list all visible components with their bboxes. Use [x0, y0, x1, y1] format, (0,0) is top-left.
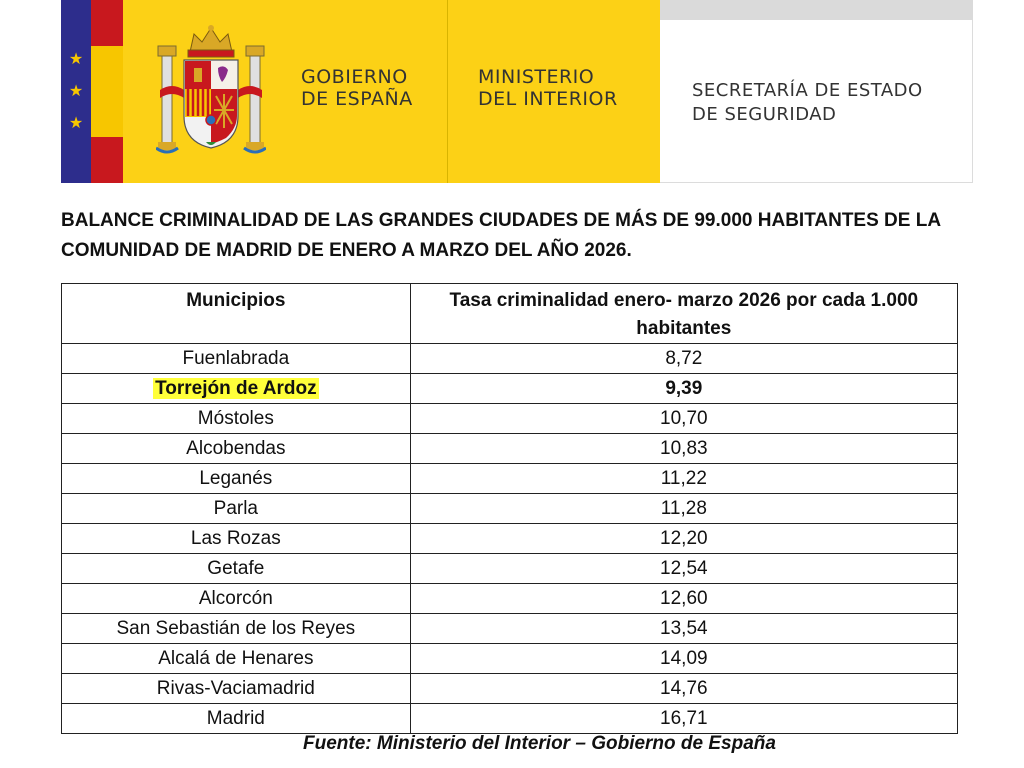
- tasa-cell: 12,54: [410, 554, 957, 584]
- table-row: [62, 704, 958, 734]
- secretaria-label: [692, 79, 923, 127]
- header-tasa: Tasa criminalidad enero- marzo 2026 por cada 1.000 habitantes: [410, 284, 957, 344]
- source-caption: Fuente: Ministerio del Interior – Gobierno de España: [303, 733, 776, 754]
- ministerio-label: [478, 66, 618, 110]
- municipio-cell: [62, 374, 411, 404]
- table-row: [62, 434, 958, 464]
- de-seguridad-line: DE SEGURIDAD: [692, 104, 837, 125]
- table-header-row: [62, 284, 958, 344]
- municipio-cell: Madrid: [62, 704, 411, 734]
- tasa-cell: 8,72: [410, 344, 957, 374]
- government-header: [61, 0, 973, 183]
- tasa-cell: 9,39: [410, 374, 957, 404]
- flag-red-band-top: [91, 0, 123, 46]
- municipio-cell: Leganés: [62, 464, 411, 494]
- flag-red-band-bottom: [91, 137, 123, 183]
- title-line-2: COMUNIDAD DE MADRID DE ENERO A MARZO DEL AÑO 2026.: [61, 240, 632, 261]
- table-row: [62, 344, 958, 374]
- del-interior-line: DEL INTERIOR: [478, 88, 618, 110]
- municipio-cell: Parla: [62, 494, 411, 524]
- municipio-cell: Móstoles: [62, 404, 411, 434]
- table-row: [62, 494, 958, 524]
- tasa-cell: 11,28: [410, 494, 957, 524]
- table-row: [62, 464, 958, 494]
- table-row: [62, 614, 958, 644]
- header-gray-bar: [660, 0, 973, 20]
- municipio-cell: Rivas-Vaciamadrid: [62, 674, 411, 704]
- table-row-highlighted: [62, 374, 958, 404]
- municipio-cell: San Sebastián de los Reyes: [62, 614, 411, 644]
- header-municipios: Municipios: [62, 284, 411, 344]
- table-row: [62, 584, 958, 614]
- table-row: [62, 674, 958, 704]
- municipio-cell: Las Rozas: [62, 524, 411, 554]
- tasa-cell: 16,71: [410, 704, 957, 734]
- municipio-cell: Getafe: [62, 554, 411, 584]
- gobierno-de-espana-label: [301, 66, 413, 110]
- star-icon: ★: [68, 51, 84, 68]
- highlighted-municipio: Torrejón de Ardoz: [155, 377, 317, 399]
- secretaria-line: SECRETARÍA DE ESTADO: [692, 80, 923, 101]
- table-row: [62, 554, 958, 584]
- ministerio-line: MINISTERIO: [478, 66, 595, 88]
- tasa-cell: 13,54: [410, 614, 957, 644]
- header-divider: [447, 0, 448, 183]
- tasa-cell: 10,70: [410, 404, 957, 434]
- star-icon: ★: [68, 115, 84, 132]
- table-row: [62, 644, 958, 674]
- tasa-cell: 14,09: [410, 644, 957, 674]
- document-title: [61, 206, 976, 266]
- flag-yellow-band: [91, 46, 123, 137]
- municipio-cell: Alcorcón: [62, 584, 411, 614]
- crime-rate-table: [61, 283, 958, 734]
- tasa-cell: 12,20: [410, 524, 957, 554]
- municipio-cell: Alcobendas: [62, 434, 411, 464]
- municipio-cell: Fuenlabrada: [62, 344, 411, 374]
- tasa-cell: 12,60: [410, 584, 957, 614]
- eu-spain-flag-strip: [61, 0, 123, 183]
- table-row: [62, 524, 958, 554]
- eu-blue-band: [61, 0, 91, 183]
- tasa-cell: 11,22: [410, 464, 957, 494]
- star-icon: ★: [68, 83, 84, 100]
- coat-of-arms-icon: [156, 24, 266, 159]
- tasa-cell: 14,76: [410, 674, 957, 704]
- tasa-cell: 10,83: [410, 434, 957, 464]
- table-row: [62, 404, 958, 434]
- de-espana-line: DE ESPAÑA: [301, 88, 413, 110]
- title-line-1: BALANCE CRIMINALIDAD DE LAS GRANDES CIUDADES DE MÁS DE 99.000 HABITANTES DE LA: [61, 210, 942, 231]
- municipio-cell: Alcalá de Henares: [62, 644, 411, 674]
- gobierno-line: GOBIERNO: [301, 66, 408, 88]
